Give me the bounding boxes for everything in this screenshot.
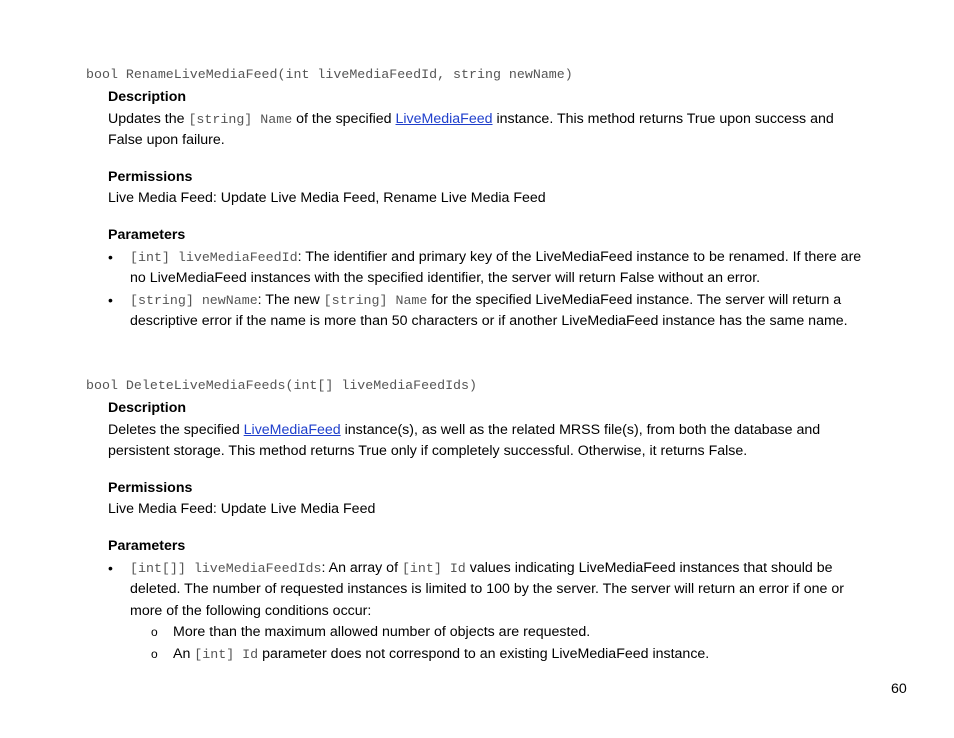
param-code-inline: [string] Name — [323, 292, 428, 308]
parameters-heading: Parameters — [108, 226, 186, 243]
parameters-heading: Parameters — [108, 537, 186, 554]
bullet: • — [108, 559, 113, 576]
code-name: [string] Name — [188, 111, 293, 127]
description-pre: Deletes the specified — [108, 421, 244, 438]
sub-bullet: o — [151, 646, 158, 661]
description-pre: Updates the — [108, 110, 189, 127]
param-item — [108, 558, 868, 623]
description-post: instance. This method returns True upon success and False upon failure. — [108, 110, 834, 149]
param-code: [int] liveMediaFeedId — [130, 249, 298, 265]
bullet: • — [108, 248, 113, 265]
param-text: values indicating LiveMediaFeed instances that should be deleted. The number of requested instances is limited to 100 by the server. The server will return an error if one or more of the following conditions occur: — [130, 559, 844, 619]
param-text: : The new — [257, 291, 324, 308]
sub-item — [108, 622, 868, 644]
param-text: for the specified LiveMediaFeed instance. The server will return a descriptive error if the name is more than 50 characters or if another LiveMediaFeed instance has the same name. — [130, 291, 848, 330]
method-signature-delete: bool DeleteLiveMediaFeeds(int[] liveMediaFeedIds) — [86, 378, 477, 393]
param-text: : An array of — [321, 559, 402, 576]
livemediafeed-link[interactable]: LiveMediaFeed — [395, 110, 493, 127]
description-post: instance(s), as well as the related MRSS file(s), from both the database and persistent storage. This method returns True only if completely successful. Otherwise, it returns False. — [108, 421, 821, 460]
description-text — [108, 420, 868, 463]
param-code: [string] newName — [130, 292, 258, 308]
description-heading: Description — [108, 400, 187, 416]
method-signature-rename: bool RenameLiveMediaFeed(int liveMediaFeedId, string newName) — [86, 67, 573, 82]
sub-item-post: parameter does not correspond to an existing LiveMediaFeed instance. — [258, 645, 710, 662]
sub-item — [108, 644, 868, 666]
param-code: [int[]] liveMediaFeedIds — [130, 560, 322, 576]
sub-item-code: [int] Id — [194, 646, 259, 662]
page-number: 60 — [891, 681, 907, 697]
description-mid: of the specified — [292, 110, 396, 127]
param-code-inline: [int] Id — [401, 560, 466, 576]
permissions-text: Live Media Feed: Update Live Media Feed — [108, 501, 376, 518]
description-text — [108, 109, 868, 152]
description-heading: Description — [108, 89, 187, 105]
param-text: : The identifier and primary key of the LiveMediaFeed instance to be renamed. If there are no LiveMediaFeed instances with the specified identifier, the server will return False without an error. — [130, 248, 862, 287]
permissions-text: Live Media Feed: Update Live Media Feed, Rename Live Media Feed — [108, 190, 546, 207]
sub-item-pre: An — [173, 645, 195, 662]
sub-item-text: More than the maximum allowed number of objects are requested. — [173, 624, 591, 641]
bullet: • — [108, 291, 113, 308]
method-delete-section — [108, 398, 868, 666]
param-item — [108, 290, 868, 333]
permissions-heading: Permissions — [108, 168, 193, 185]
param-item — [108, 247, 868, 290]
sub-bullet: o — [151, 625, 158, 640]
livemediafeed-link[interactable]: LiveMediaFeed — [243, 421, 341, 438]
permissions-heading: Permissions — [108, 479, 193, 496]
method-rename-section — [108, 87, 868, 333]
